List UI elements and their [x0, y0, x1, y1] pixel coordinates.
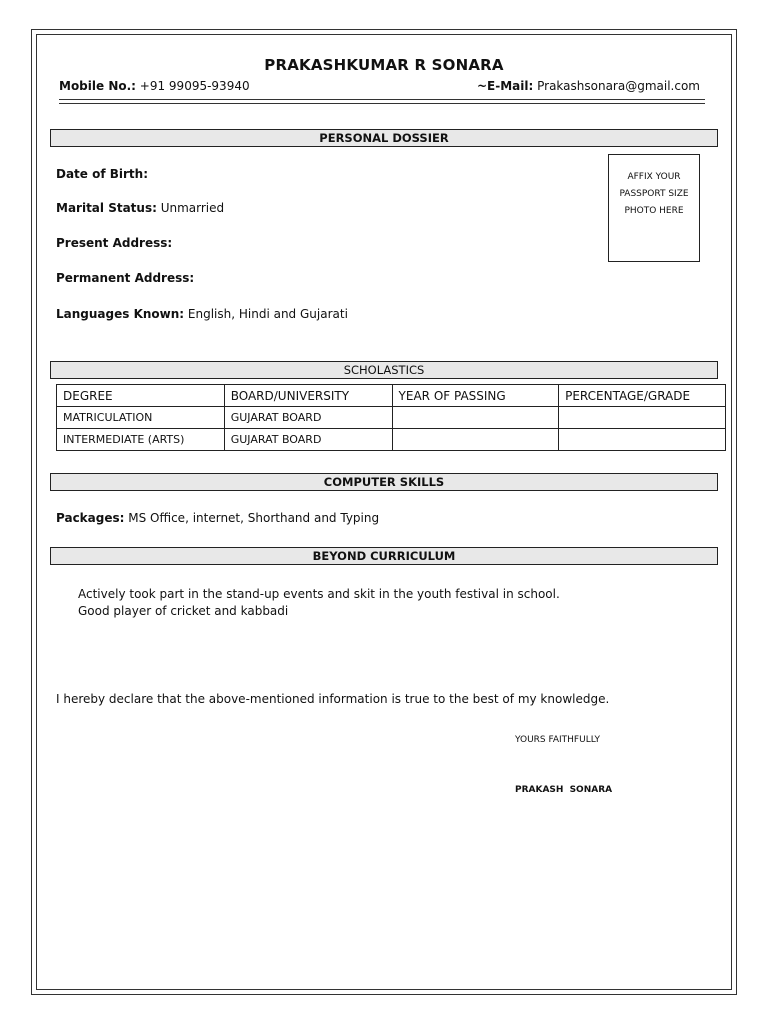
dob-label: Date of Birth:: [56, 167, 149, 181]
marital-value: Unmarried: [156, 201, 225, 215]
table-header-row: [57, 385, 726, 407]
list-item: [56, 602, 560, 619]
passport-photo-box: [608, 154, 700, 262]
photo-line: PHOTO HERE: [624, 206, 684, 216]
mobile-contact: [59, 79, 250, 93]
table-cell: [559, 429, 726, 451]
declaration-text: I hereby declare that the above-mentioned information is true to the best of my knowledge.: [56, 692, 610, 706]
present-address-label: Present Address:: [56, 236, 173, 250]
mobile-label: Mobile No.:: [59, 79, 136, 93]
table-cell: MATRICULATION: [57, 407, 225, 429]
table-cell: GUJARAT BOARD: [224, 407, 392, 429]
column-header: DEGREE: [57, 385, 225, 407]
activities-list: [56, 585, 560, 619]
section-personal-dossier: PERSONAL DOSSIER: [50, 129, 718, 147]
list-item: [56, 585, 560, 602]
section-scholastics: SCHOLASTICS: [50, 361, 718, 379]
marital-label: Marital Status:: [56, 201, 157, 215]
section-computer-skills: COMPUTER SKILLS: [50, 473, 718, 491]
column-header: YEAR OF PASSING: [392, 385, 559, 407]
table-cell: [392, 429, 559, 451]
list-item-text: Actively took part in the stand-up events and skit in the youth festival in school.: [78, 586, 560, 601]
packages-value: MS Office, internet, Shorthand and Typing: [124, 511, 380, 525]
mobile-value: +91 99095-93940: [135, 79, 250, 93]
table-row: [57, 407, 726, 429]
table-cell: INTERMEDIATE (ARTS): [57, 429, 225, 451]
packages-field: [56, 511, 379, 525]
packages-label: Packages:: [56, 511, 125, 525]
languages-label: Languages Known:: [56, 307, 185, 321]
photo-line: PASSPORT SIZE: [619, 189, 689, 199]
permanent-address-label: Permanent Address:: [56, 271, 195, 285]
languages-field: [56, 307, 348, 321]
photo-line: AFFIX YOUR: [627, 172, 681, 182]
email-contact: [477, 79, 700, 93]
column-header: PERCENTAGE/GRADE: [559, 385, 726, 407]
present-address-field: [56, 236, 172, 250]
section-beyond-curriculum: BEYOND CURRICULUM: [50, 547, 718, 565]
list-item-text: Good player of cricket and kabbadi: [78, 603, 289, 618]
column-header: BOARD/UNIVERSITY: [224, 385, 392, 407]
candidate-name: PRAKASHKUMAR R SONARA: [264, 56, 504, 74]
languages-value: English, Hindi and Gujarati: [184, 307, 348, 321]
table-cell: [559, 407, 726, 429]
header-divider-bottom: [59, 103, 705, 104]
table-row: [57, 429, 726, 451]
signature-name: PRAKASH SONARA: [515, 785, 613, 795]
permanent-address-field: [56, 271, 194, 285]
header-divider-top: [59, 99, 705, 100]
table-cell: GUJARAT BOARD: [224, 429, 392, 451]
email-label: ~E-Mail:: [477, 79, 534, 93]
marital-status-field: [56, 201, 224, 215]
closing-text: YOURS FAITHFULLY: [515, 735, 601, 745]
dob-field: [56, 167, 148, 181]
table-cell: [392, 407, 559, 429]
scholastics-table: [56, 384, 726, 451]
email-value: Prakashsonara@gmail.com: [533, 79, 700, 93]
